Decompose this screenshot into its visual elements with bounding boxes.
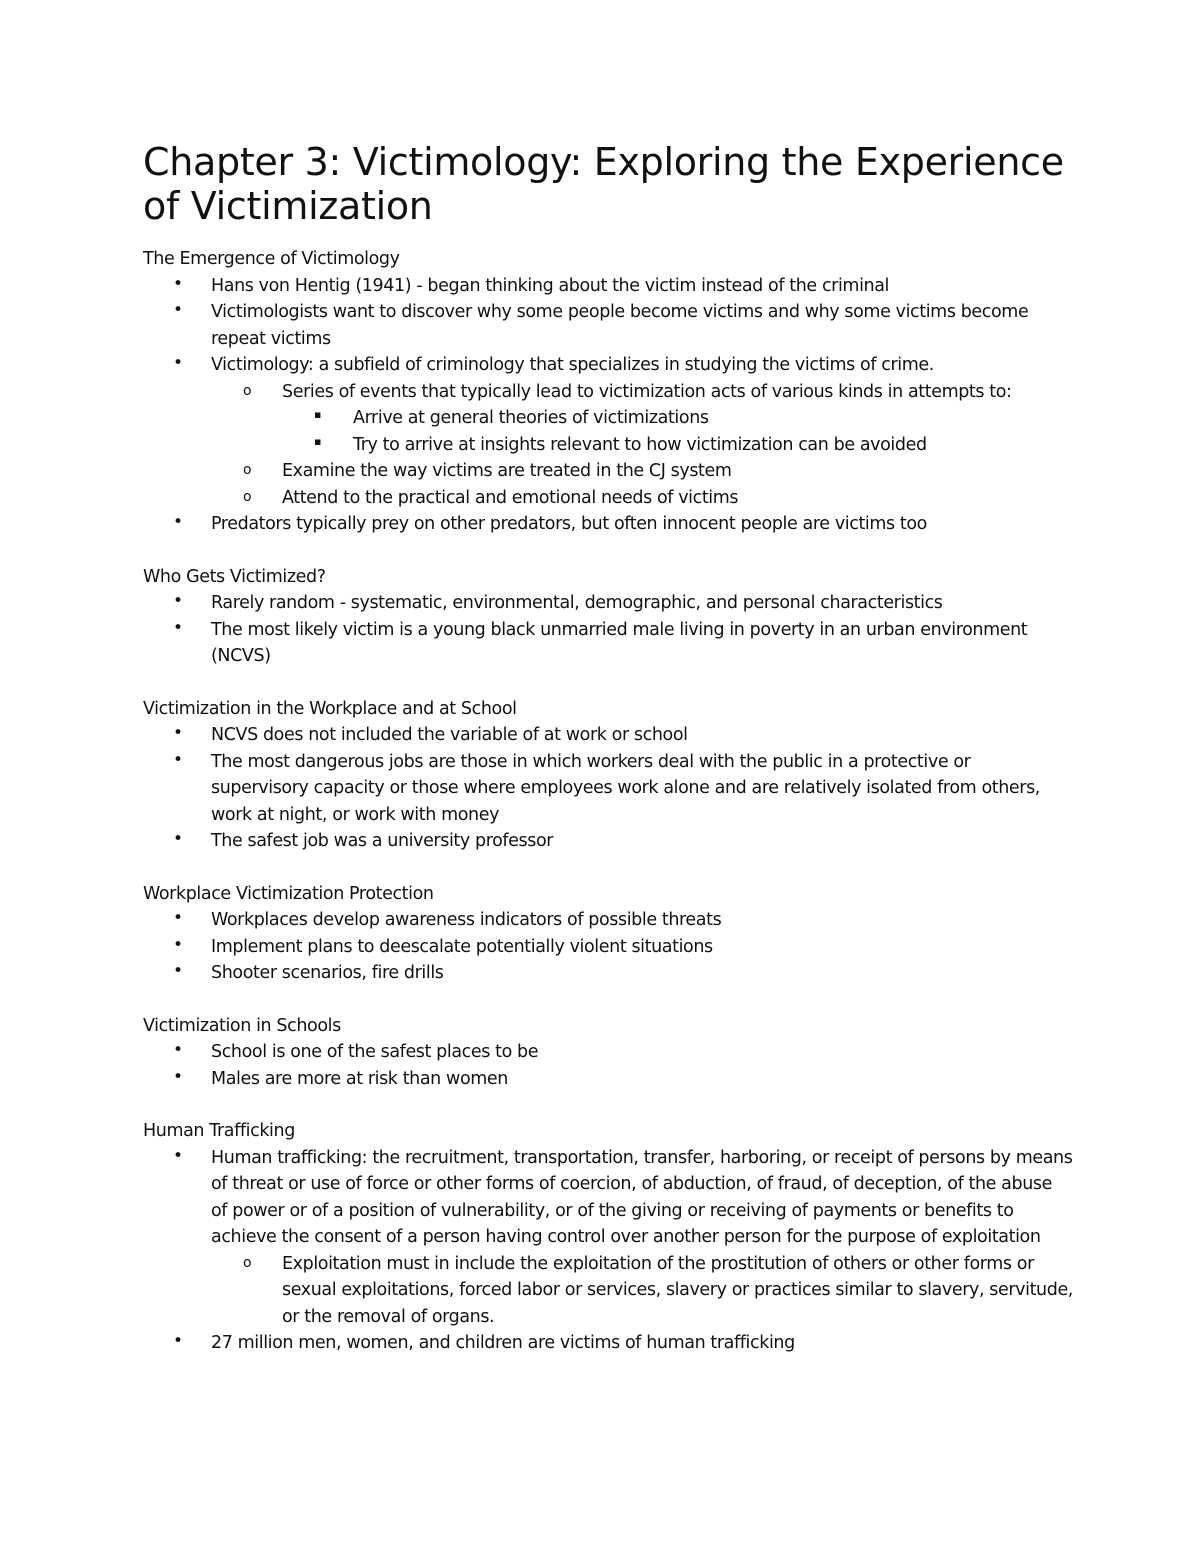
list-item-text: Shooter scenarios, fire drills [211, 963, 444, 983]
bullet-dot-icon: • [173, 617, 183, 638]
list-item-text: Victimologists want to discover why some people become victims and why some victims become repeat victims [211, 302, 1029, 349]
list-item-text: NCVS does not included the variable of at work or school [211, 725, 688, 745]
list-item [143, 1066, 1073, 1093]
bullet-dot-icon: • [173, 1331, 183, 1351]
section-heading: Victimization in the Workplace and at School [143, 698, 517, 719]
list-item-text: Victimology: a subfield of criminology that specializes in studying the victims of crime. [211, 355, 934, 375]
section-victimization-in-schools [143, 1013, 1073, 1093]
list-item [143, 749, 1073, 829]
bullet-circle-icon: o [243, 382, 252, 399]
section-heading: Human Trafficking [143, 1121, 295, 1141]
section-who-gets-victimized [143, 564, 1073, 670]
list-item-text: Workplaces develop awareness indicators of possible threats [211, 910, 722, 930]
list-item [143, 273, 1073, 300]
list-item [143, 907, 1073, 934]
list-item-text: The most likely victim is a young black unmarried male living in poverty in an urban environment (NCVS) [211, 619, 1028, 666]
bullet-dot-icon: • [173, 353, 183, 373]
list-item-text: Rarely random - systematic, environmental, demographic, and personal characteristics [211, 593, 943, 613]
list-item [143, 299, 1073, 352]
bullet-dot-icon: • [173, 961, 183, 981]
list-item-text: Examine the way victims are treated in the CJ system [282, 461, 732, 481]
list-item-text: Exploitation must in include the exploitation of the prostitution of others or other forms or sexual exploitations, forced labor or services, slavery or practices similar to slavery, servitude, or the removal of organs. [282, 1253, 1073, 1327]
list-item [143, 458, 1073, 485]
list-item-text: Predators typically prey on other predators, but often innocent people are victims too [211, 514, 927, 534]
list-item [143, 1145, 1073, 1251]
bullet-square-icon: ▪ [314, 434, 322, 448]
bullet-list [143, 1039, 1073, 1092]
bullet-list [143, 590, 1073, 670]
list-item-text: Try to arrive at insights relevant to how victimization can be avoided [353, 434, 927, 455]
list-item [143, 1251, 1073, 1331]
bullet-circle-icon: o [243, 462, 252, 478]
list-item [143, 432, 1073, 459]
section-heading: The Emergence of Victimology [143, 249, 400, 269]
list-item [143, 1330, 1073, 1357]
list-item [143, 934, 1073, 961]
list-item [143, 722, 1073, 749]
list-item [143, 960, 1073, 987]
bullet-dot-icon: • [173, 749, 183, 770]
list-item-text: The most dangerous jobs are those in which workers deal with the public in a protective or supervisory capacity or those where employees work alone and are relatively isolated from others, work at night, or work with money [211, 751, 1040, 825]
section-heading: Victimization in Schools [143, 1015, 341, 1036]
list-item-text: 27 million men, women, and children are victims of human trafficking [211, 1333, 795, 1353]
list-item [143, 405, 1073, 432]
list-item [143, 352, 1073, 379]
list-item-text: Hans von Hentig (1941) - began thinking about the victim instead of the criminal [211, 275, 890, 296]
section-workplace-and-school [143, 696, 1073, 855]
bullet-list [143, 1145, 1073, 1357]
list-item [143, 590, 1073, 617]
list-item-text: Human trafficking: the recruitment, transportation, transfer, harboring, or receipt of persons by means of threat or use of force or other forms of coercion, of abduction, of fraud, of deception, of the abuse of power or of a position of vulnerability, or of the giving or receiving of payments or benefits to achieve the consent of a person having control over another person for the purpose of exploitation [211, 1147, 1073, 1247]
bullet-dot-icon: • [173, 723, 183, 743]
list-item [143, 828, 1073, 855]
list-item-text: Arrive at general theories of victimizations [353, 408, 709, 428]
bullet-dot-icon: • [173, 273, 183, 294]
list-item-text: Attend to the practical and emotional needs of victims [282, 487, 739, 508]
section-emergence-of-victimology [143, 246, 1073, 538]
list-item [143, 379, 1073, 406]
section-human-trafficking [143, 1118, 1073, 1357]
document-page [143, 140, 1073, 1383]
bullet-dot-icon: • [173, 908, 183, 928]
bullet-dot-icon: • [173, 591, 183, 611]
bullet-list [143, 722, 1073, 855]
bullet-dot-icon: • [173, 1040, 183, 1060]
bullet-list [143, 273, 1073, 538]
bullet-dot-icon: • [173, 829, 183, 849]
list-item [143, 617, 1073, 670]
page-title: Chapter 3: Victimology: Exploring the Experience of Victimization [143, 140, 1064, 228]
bullet-circle-icon: o [243, 1254, 252, 1271]
section-workplace-protection [143, 881, 1073, 987]
list-item [143, 1039, 1073, 1066]
list-item [143, 511, 1073, 538]
bullet-dot-icon: • [173, 300, 183, 320]
list-item-text: School is one of the safest places to be [211, 1042, 539, 1062]
list-item-text: Series of events that typically lead to victimization acts of various kinds in attempts to: [282, 381, 1012, 402]
bullet-dot-icon: • [173, 1066, 183, 1087]
list-item-text: Males are more at risk than women [211, 1068, 508, 1089]
list-item [143, 485, 1073, 512]
section-heading: Workplace Victimization Protection [143, 883, 434, 904]
bullet-square-icon: ▪ [314, 408, 322, 421]
bullet-list [143, 907, 1073, 987]
bullet-dot-icon: • [173, 934, 183, 955]
list-item-text: Implement plans to deescalate potentially violent situations [211, 936, 713, 957]
bullet-dot-icon: • [173, 1145, 183, 1166]
section-heading: Who Gets Victimized? [143, 566, 326, 587]
bullet-dot-icon: • [173, 512, 183, 532]
bullet-circle-icon: o [243, 488, 252, 505]
list-item-text: The safest job was a university professor [211, 831, 554, 851]
